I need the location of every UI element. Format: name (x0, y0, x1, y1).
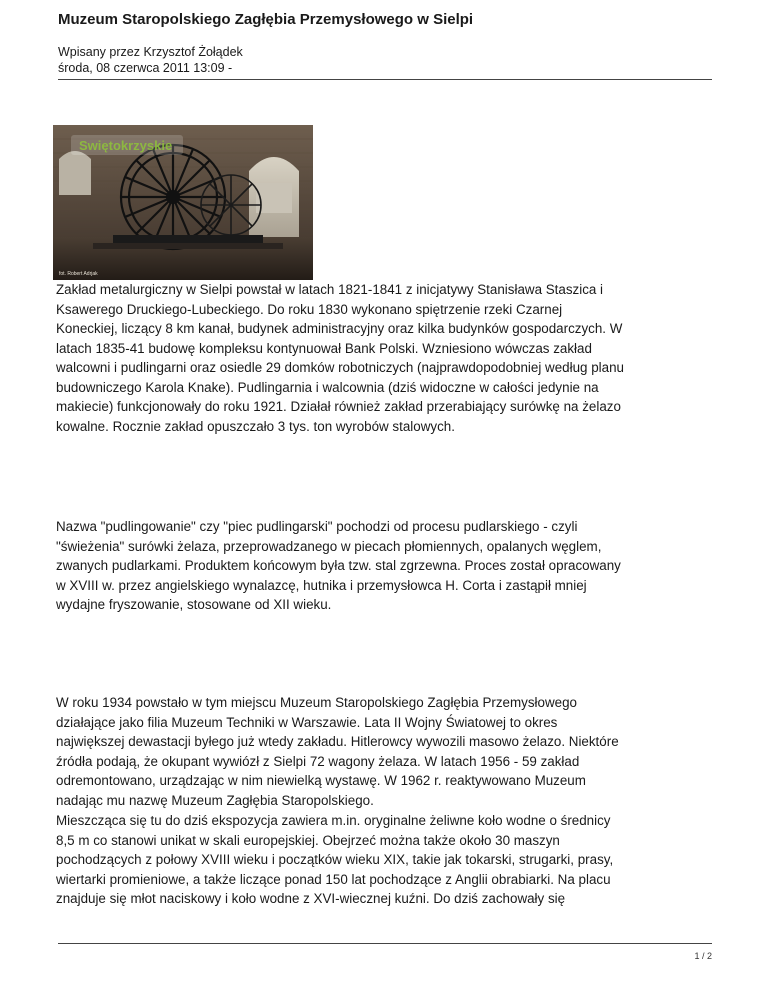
author-line: Wpisany przez Krzysztof Żołądek (58, 45, 243, 59)
paragraph-line: pochodzących z połowy XVIII wieku i początków wieku XIX, takie jak tokarski, strugarki, prasy, (56, 852, 614, 867)
paragraph-line: W roku 1934 powstało w tym miejscu Muzeum Staropolskiego Zagłębia Przemysłowego (56, 695, 577, 710)
paragraph-line: walcowni i pudlingarni oraz osiedle 29 domków robotniczych (najprawdopodobniej według planu (56, 360, 624, 375)
photo-watermark: Swiętokrzyskie (79, 138, 173, 153)
footer-divider (58, 943, 712, 944)
paragraph-line: znajduje się młot naciskowy i koło wodne z XVI-wiecznej kuźni. Do dziś zachowały się (56, 891, 566, 906)
header-divider (58, 79, 712, 80)
paragraph-line: wiertarki promieniowe, a także liczące ponad 150 lat pochodzące z Anglii obrabiarki. Na placu (56, 871, 611, 887)
paragraph-line: Zakład metalurgiczny w Sielpi powstał w latach 1821-1841 z inicjatywy Stanisława Staszica i (56, 282, 604, 297)
paragraph-line: zwanych pudlarkami. Produktem końcowym była tzw. stal zgrzewna. Proces został opracowany (56, 558, 621, 573)
paragraph-line: kowalne. Rocznie zakład opuszczało 3 tys. ton wyrobów stalowych. (56, 418, 455, 434)
museum-photo (53, 125, 313, 280)
paragraph-line: latach 1835-41 budowę kompleksu kontynuował Bank Polski. Wzniesiono wówczas zakład (56, 340, 592, 356)
paragraph-line: największej dewastacji byłego już wtedy zakładu. Hitlerowcy wywozili masowo żelazo. Niektóre (56, 734, 619, 749)
paragraph-museum (56, 693, 716, 810)
paragraph-line: 8,5 m co stanowi unikat w skali europejskiej. Obejrzeć można także około 30 maszyn (56, 832, 560, 848)
paragraph-line: nadając mu nazwę Muzeum Zagłębia Staropolskiego. (56, 792, 374, 808)
paragraph-line: Nazwa "pudlingowanie" czy "piec pudlingarski" pochodzi od procesu pudlarskiego - czyli (56, 519, 578, 534)
paragraph-line: źródła podają, że okupant wywiózł z Sielpi 72 wagony żelaza. W latach 1956 - 59 zakład (56, 753, 580, 769)
page-number: 1 / 2 (694, 951, 712, 961)
paragraph-line: wydajne fryszowanie, stosowane od XII wieku. (56, 597, 332, 612)
paragraph-exhibition (56, 811, 716, 909)
paragraph-line: odremontowano, urządzając w nim niewielką wystawę. W 1962 r. reaktywowano Muzeum (56, 773, 586, 788)
paragraph-line: Koneckiej, liczący 8 km kanał, budynek administracyjny oraz kilka budynków gospodarczych. W (56, 321, 623, 336)
paragraph-line: Ksawerego Druckiego-Lubeckiego. Do roku 1830 wykonano spiętrzenie rzeki Czarnej (56, 301, 563, 317)
photo-credit: fot. Robert Adrjak (59, 271, 98, 277)
paragraph-line: budowniczego Karola Knake). Pudlingarnia i walcownia (dziś widoczne w całości jedynie na (56, 379, 599, 395)
date-line: środa, 08 czerwca 2011 13:09 - (58, 61, 233, 75)
paragraph-puddling (56, 517, 716, 615)
article-meta (58, 44, 718, 76)
paragraph-line: działające jako filia Muzeum Techniki w Warszawie. Lata II Wojny Światowej to okres (56, 714, 558, 730)
paragraph-line: "świeżenia" surówki żelaza, przeprowadzanego w piecach płomiennych, opalanych węglem, (56, 538, 602, 554)
paragraph-line: Mieszcząca się tu do dziś ekspozycja zawiera m.in. oryginalne żeliwne koło wodne o średnicy (56, 813, 611, 828)
paragraph-line: w XVIII w. przez angielskiego wynalazcę, hutnika i przemysłowca H. Corta i zastąpił mniej (56, 577, 587, 593)
page-title: Muzeum Staropolskiego Zagłębia Przemysłowego w Sielpi (58, 11, 474, 28)
paragraph-history (56, 280, 716, 436)
paragraph-line: makiecie) funkcjonowały do roku 1921. Działał również zakład przerabiający surówkę na żelazo (56, 399, 621, 414)
